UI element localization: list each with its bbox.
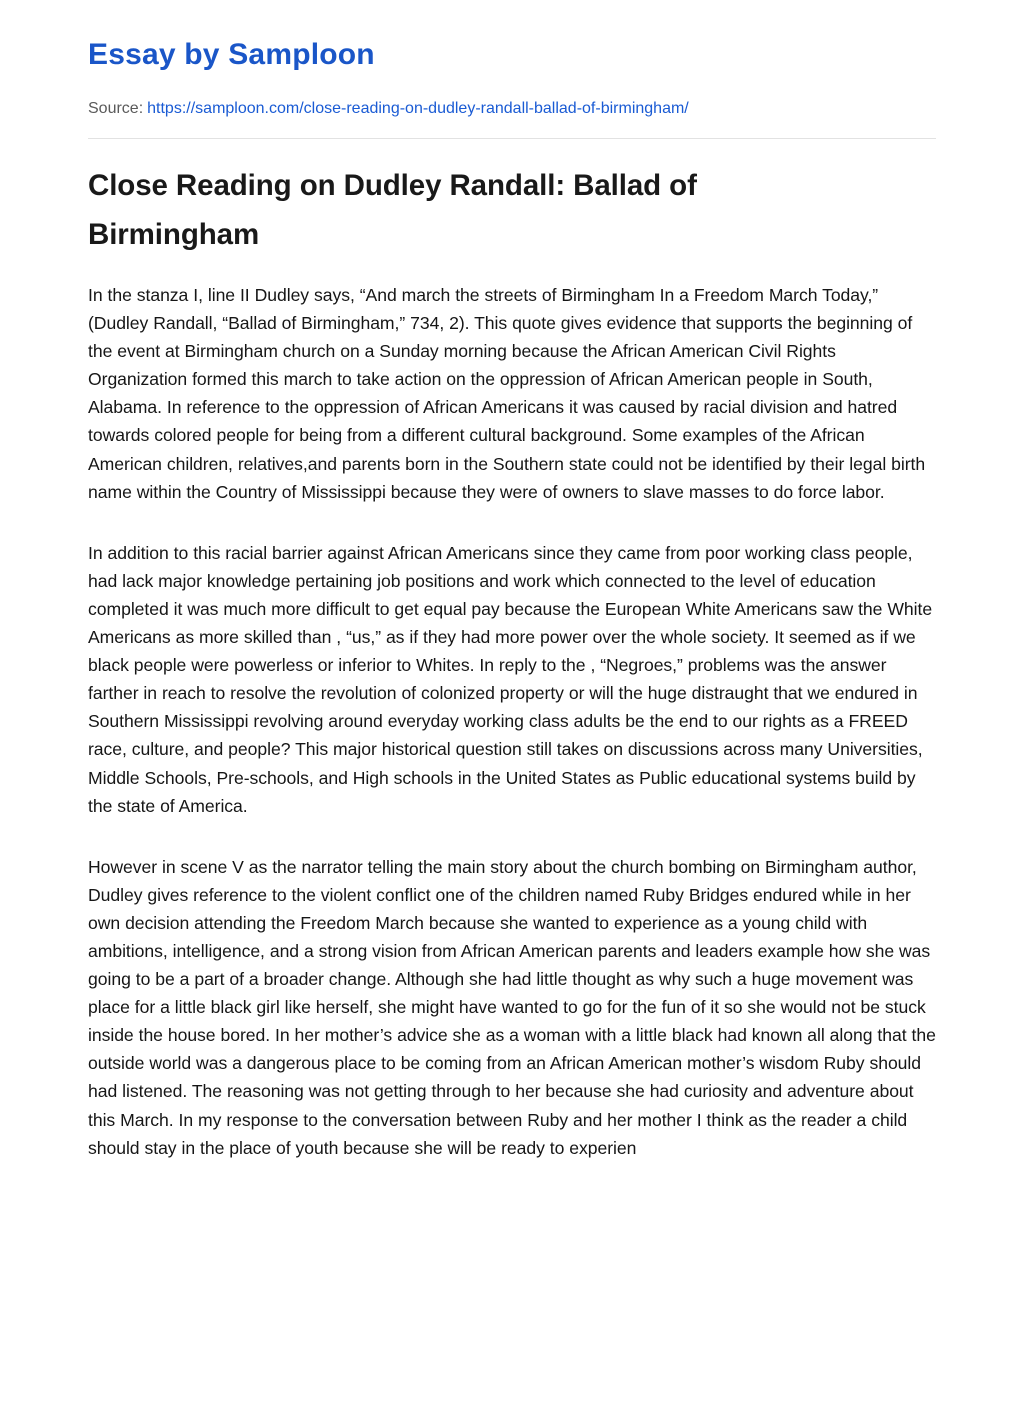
source-url-link[interactable]: https://samploon.com/close-reading-on-dudley-randall-ballad-of-birmingham/ [147, 100, 689, 117]
article-paragraph: In addition to this racial barrier against African Americans since they came from poor working class people, had lack major knowledge pertaining job positions and work which connected to the level of education completed it was much more difficult to get equal pay because the European White Americans saw the White Americans as more skilled than , “us,” as if they had more power over the whole society. It seemed as if we black people were powerless or inferior to Whites. In reply to the , “Negroes,” problems was the answer farther in reach to resolve the revolution of colonized property or will the huge distraught that we endured in Southern Mississippi revolving around everyday working class adults be the end to our rights as a FREED race, culture, and people? This major historical question still takes on discussions across many Universities, Middle Schools, Pre-schools, and High schools in the United States as Public educational systems build by the state of America. [88, 542, 933, 816]
article-body [88, 281, 936, 1162]
site-header [0, 0, 1024, 74]
source-line [0, 74, 1024, 120]
article-paragraph: In the stanza I, line II Dudley says, “And march the streets of Birmingham In a Freedom March Today,” (Dudley Randall, “Ballad of Birmingham,” 734, 2). This quote gives evidence that supports the beginning of the event at Birmingham church on a Sunday morning because the African American Civil Rights Organization formed this march to take action on the oppression of African American people in South, Alabama. In reference to the oppression of African Americans it was caused by racial division and hatred towards colored people for being from a different cultural background. Some examples of the African American children, relatives,and parents born in the Southern state could not be identified by their legal birth name within the Country of Mississippi because they were of owners to slave masses to do force labor. [88, 285, 926, 502]
article-paragraph: However in scene V as the narrator telling the main story about the church bombing on Birmingham author, Dudley gives reference to the violent conflict one of the children named Ruby Bridges endured while in her own decision attending the Freedom March because she wanted to experience as a young child with ambitions, intelligence, and a strong vision from African American parents and leaders example how she was going to be a part of a broader change. Although she had little thought as why such a huge movement was place for a little black girl like herself, she might have wanted to go for the fun of it so she would not be stuck inside the house bored. In her mother’s advice she as a woman with a little black had known all along that the outside world was a dangerous place to be coming from an African American mother’s wisdom Ruby should had listened. The reasoning was not getting through to her because she had curiosity and adventure about this March. In my response to the conversation between Ruby and her mother I think as the reader a child should stay in the place of youth because she will be ready to experien [88, 856, 936, 1158]
source-label: Source: [88, 100, 144, 117]
article-title: Close Reading on Dudley Randall: Ballad of Birmingham [88, 169, 697, 251]
article-container [0, 139, 1024, 1162]
site-logo-text[interactable]: Essay by Samploon [88, 38, 375, 71]
